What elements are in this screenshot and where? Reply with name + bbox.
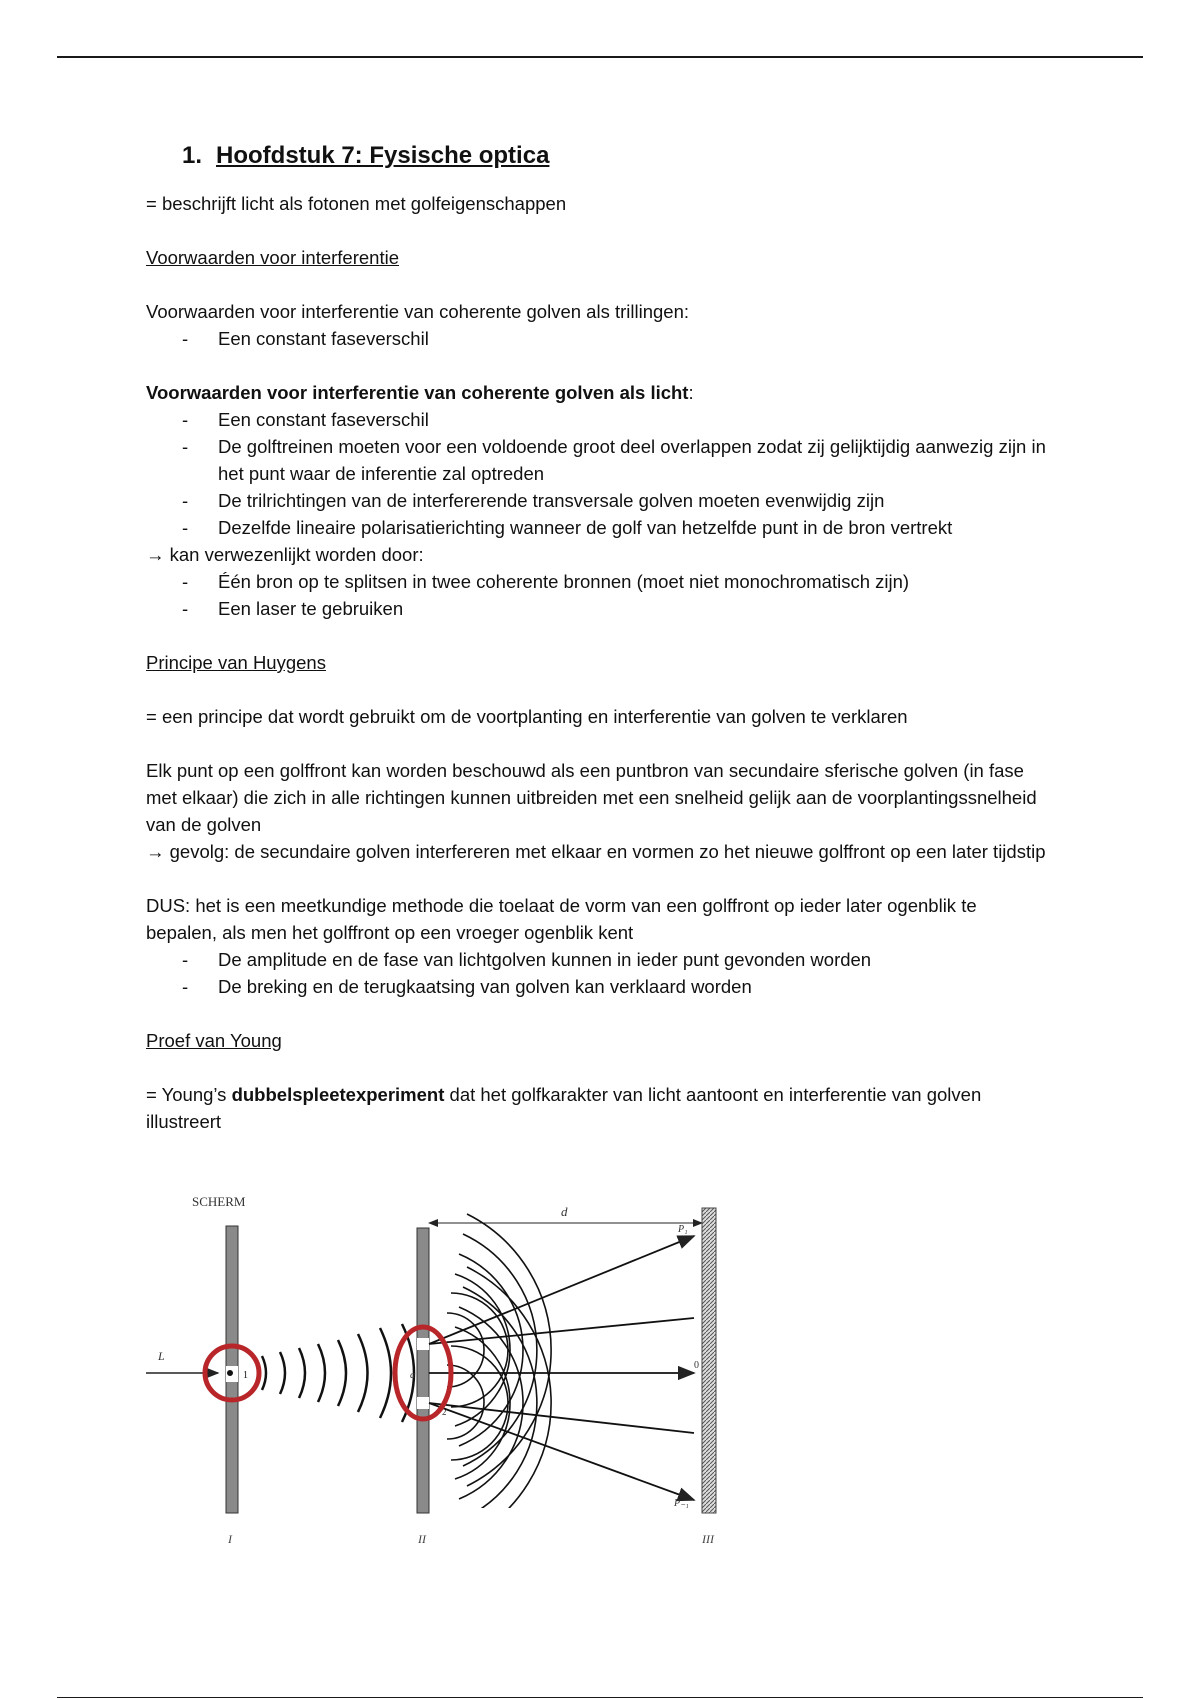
slit-lower	[417, 1397, 429, 1409]
distance-label: d	[561, 1204, 568, 1219]
slit-spacing-label: a	[410, 1370, 415, 1381]
huygens-gevolg: → gevolg: de secundaire golven interfereren met elkaar en vormen zo het nieuwe golffront op een later tijdstip	[146, 841, 1046, 862]
section-title-interferentie: Voorwaarden voor interferentie	[146, 247, 399, 268]
trillingen-list	[146, 325, 1046, 352]
header-rule	[57, 56, 1143, 58]
screen-one-label: I	[228, 1532, 232, 1546]
heading-title: Hoofdstuk 7: Fysische optica	[216, 142, 550, 169]
licht-intro-bold: Voorwaarden voor interferentie van coherente golven als licht	[146, 382, 689, 403]
screen-three	[702, 1208, 716, 1513]
slit-upper	[417, 1338, 429, 1350]
licht-intro: Voorwaarden voor interferentie van coherente golven als licht:	[146, 382, 694, 403]
list-item: - De breking en de terugkaatsing van golven kan verklaard worden	[146, 973, 1046, 1000]
licht-list	[146, 406, 1046, 541]
list-item: - Dezelfde lineaire polarisatierichting wanneer de golf van hetzelfde punt in de bron vertrekt	[146, 514, 1046, 541]
scherm-label: SCHERM	[192, 1194, 246, 1209]
screen-three-label: III	[702, 1532, 714, 1546]
list-item: - Een laser te gebruiken	[146, 595, 1046, 622]
section-title-young: Proef van Young	[146, 1030, 282, 1051]
wavefronts-incoming	[262, 1324, 414, 1422]
young-bold-term: dubbelspleetexperiment	[231, 1084, 445, 1105]
trillingen-intro: Voorwaarden voor interferentie van coherente golven als trillingen:	[146, 301, 689, 322]
dus-list	[146, 946, 1046, 1000]
section-title-huygens: Principe van Huygens	[146, 652, 326, 673]
double-slit-figure	[146, 1188, 736, 1558]
huygens-definition: = een principe dat wordt gebruikt om de voortplanting en interferentie van golven te verklaren	[146, 706, 908, 727]
list-item: - Een constant faseverschil	[146, 325, 1046, 352]
list-item: - De trilrichtingen van de interfererende transversale golven moeten evenwijdig zijn	[146, 487, 1046, 514]
young-definition: = Young’s dubbelspleetexperiment dat het golfkarakter van licht aantoont en interferentie van golven illustreert	[146, 1084, 982, 1132]
wavefronts-interference	[447, 1214, 551, 1539]
realise-list	[146, 568, 1046, 622]
list-item: - Één bron op te splitsen in twee coherente bronnen (moet niet monochromatisch zijn)	[146, 568, 1046, 595]
intro-definition: = beschrijft licht als fotonen met golfeigenschappen	[146, 193, 567, 214]
list-item: - Een constant faseverschil	[146, 406, 1046, 433]
zero-label: 0	[694, 1360, 699, 1371]
heading-number: 1.	[182, 142, 203, 169]
list-item: - De golftreinen moeten voor een voldoende groot deel overlappen zodat zij gelijktijdig aanwezig zijn in het punt waar de inferentie zal optreden	[146, 433, 1046, 487]
p1-label: P₁	[678, 1224, 688, 1235]
arrow-line: → kan verwezenlijkt worden door:	[146, 544, 424, 565]
p-minus1-label: P₋₁	[674, 1498, 689, 1509]
huygens-paragraph: Elk punt op een golffront kan worden beschouwd als een puntbron van secundaire sferische golven (in fase met elkaar) die zich in alle richtingen kunnen uitbreiden met een snelheid gelijk aan de voorplantingssnelheid van de golven	[146, 760, 1037, 835]
list-item: - De amplitude en de fase van lichtgolven kunnen in ieder punt gevonden worden	[146, 946, 1046, 973]
source-point	[227, 1370, 233, 1376]
double-slit-diagram	[146, 1188, 736, 1558]
footer-rule	[57, 1697, 1143, 1698]
huygens-dus: DUS: het is een meetkundige methode die toelaat de vorm van een golffront op ieder later ogenblik te bepalen, als men het golffront op een vroeger ogenblik kent	[146, 895, 977, 943]
slit-two-label: 2	[442, 1407, 447, 1417]
interference-rays	[429, 1236, 694, 1500]
slit-one-label: 1	[243, 1370, 248, 1381]
light-label: L	[158, 1349, 165, 1363]
screen-two-label: II	[418, 1532, 426, 1546]
chapter-heading	[182, 140, 1046, 172]
screen-two	[417, 1228, 429, 1513]
document-body	[146, 140, 1046, 1135]
